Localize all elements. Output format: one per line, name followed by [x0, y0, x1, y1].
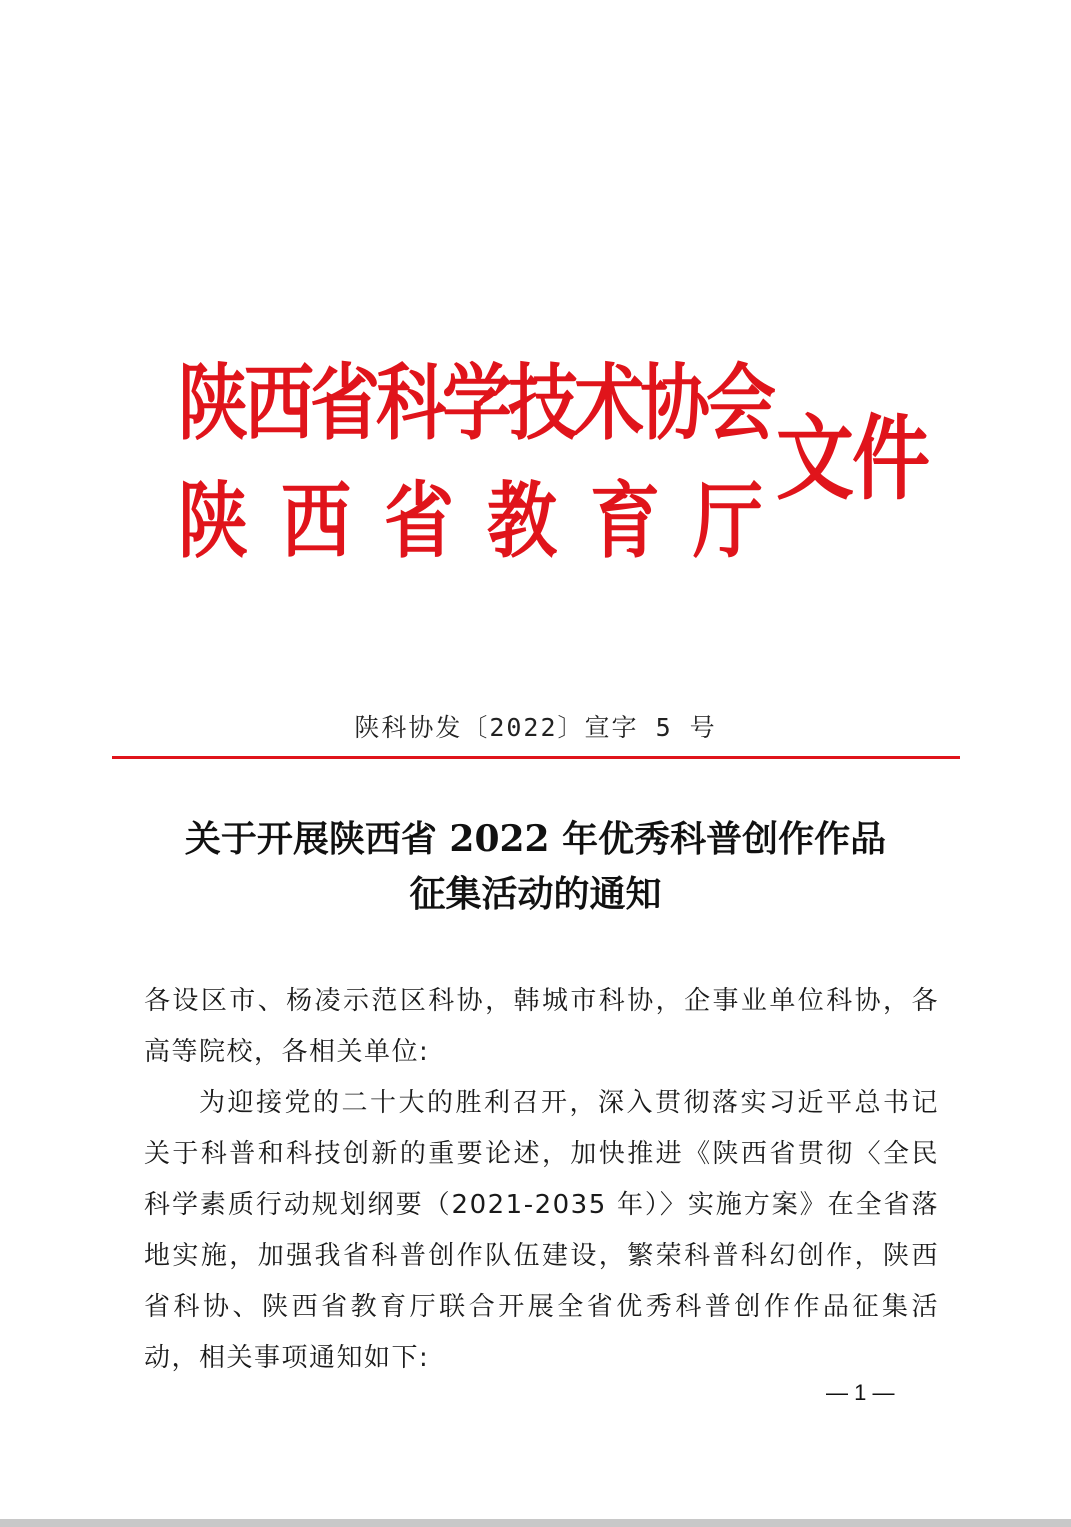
- page-number: — 1 —: [826, 1380, 895, 1405]
- title-line-1: 关于开展陕西省 2022 年优秀科普创作作品: [184, 818, 887, 860]
- issuer-document-suffix: 文件: [776, 405, 929, 514]
- document-number: 陕科协发〔2022〕宣字 5 号: [354, 713, 717, 742]
- document-title: [80, 812, 991, 922]
- addressee-paragraph: 各设区市、杨凌示范区科协，韩城市科协，企事业单位科协，各高等院校，各相关单位:: [144, 986, 939, 1067]
- red-divider-line: [112, 756, 960, 759]
- body-paragraph: 为迎接党的二十大的胜利召开，深入贯彻落实习近平总书记关于科普和科技创新的重要论述，加快推进《陕西省贯彻〈全民科学素质行动规划纲要（2021-2035 年）〉实施方案》在全省落地实施，加强我省科普创作队伍建设，繁荣科普科幻创作，陕西省科协、陕西省教育厅联合开展全省优秀科普创作作品征集活动，相关事项通知如下:: [144, 1088, 939, 1373]
- document-body: [144, 976, 939, 1384]
- bottom-edge-bar: [0, 1519, 1071, 1527]
- issuing-authority-header: [178, 352, 929, 582]
- title-line-2: 征集活动的通知: [409, 873, 662, 915]
- issuer-name-association: 陕西省科学技术协会: [178, 353, 772, 452]
- issuer-name-education-department: 陕西省教育厅: [178, 471, 796, 570]
